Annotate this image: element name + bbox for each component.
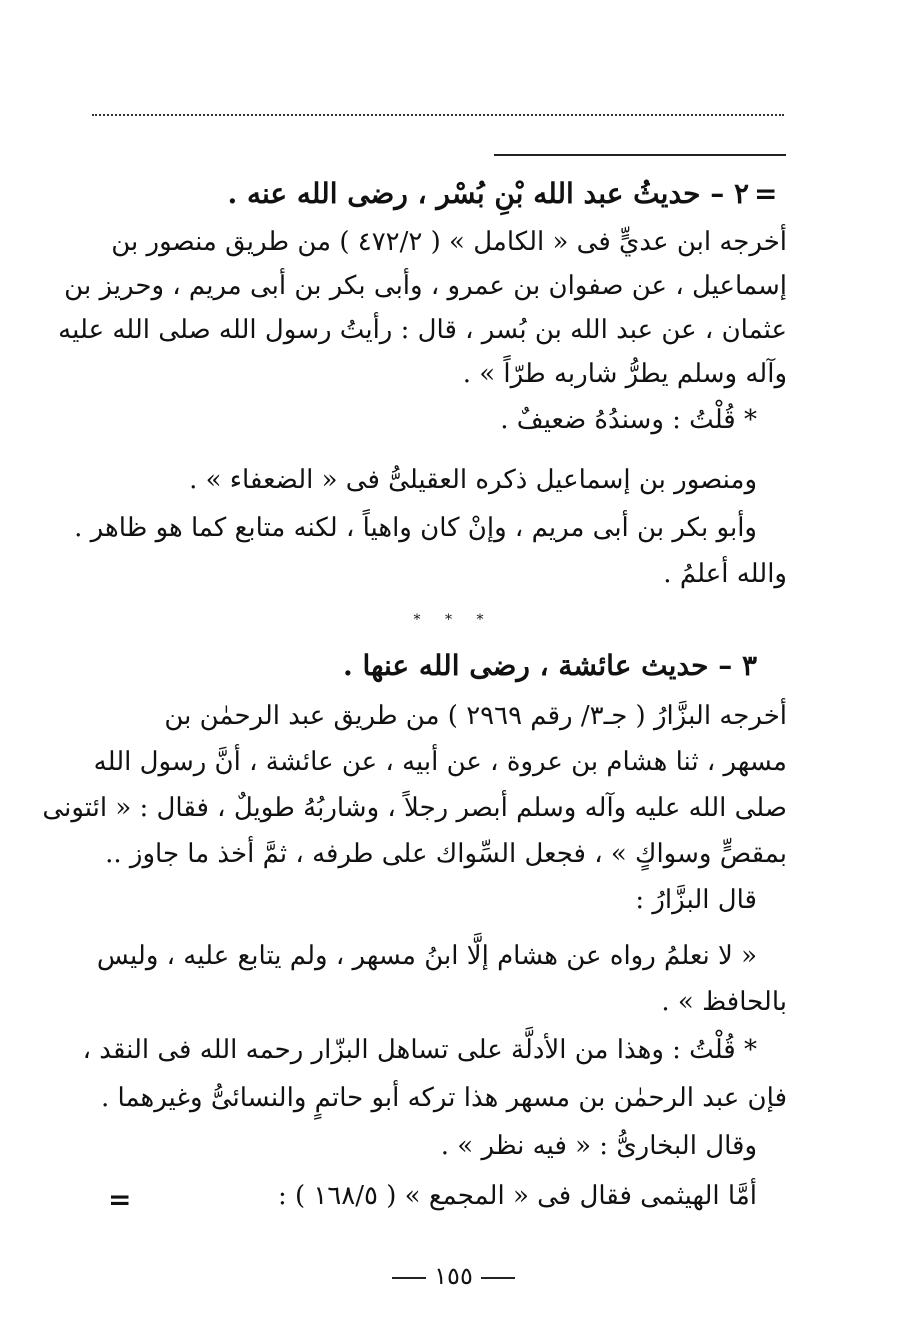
section-2-line: والله أعلمُ . (663, 559, 787, 589)
dotted-footnote-separator (92, 114, 784, 116)
section-3-line: أمَّا الهيثمى فقال فى « المجمع » ( ١٦٨/٥ ) : (277, 1181, 757, 1211)
section-2-heading: ٢ – حديثُ عبد الله بْنِ بُسْر ، رضى الله عنه . (227, 177, 749, 210)
section-3-line: قال البزَّارُ : (635, 885, 757, 915)
section-2-line: وأبو بكر بن أبى مريم ، وإنْ كان واهياً ، لكنه متابع كما هو ظاهر . (74, 513, 757, 543)
continuation-mark-top: = (754, 177, 778, 210)
section-3-line: وقال البخارىُّ : « فيه نظر » . (440, 1131, 757, 1161)
section-2-line: أخرجه ابن عديٍّ فى « الكامل » ( ٤٧٢/٢ ) من طريق منصور بن (111, 227, 787, 257)
section-2-line: ومنصور بن إسماعيل ذكره العقيلىُّ فى « الضعفاء » . (189, 465, 757, 495)
section-3-line: بمقصٍّ وسواكٍ » ، فجعل السِّواك على طرفه ، ثمَّ أخذ ما جاوز .. (105, 839, 787, 869)
section-3-line: * قُلْتُ : وهذا من الأدلَّة على تساهل البزّار رحمه الله فى النقد ، (82, 1035, 757, 1065)
section-3-heading: ٣ – حديث عائشة ، رضى الله عنها . (343, 649, 757, 682)
section-3-line: أخرجه البزَّارُ ( جـ٣/ رقم ٢٩٦٩ ) من طريق عبد الرحمٰن بن (164, 701, 787, 731)
section-2-line: وآله وسلم يطرُّ شاربه طرّاً » . (462, 359, 787, 389)
section-3-line: فإن عبد الرحمٰن بن مسهر هذا تركه أبو حاتمٍ والنسائىُّ وغيرهما . (101, 1083, 787, 1113)
page-number-dash-left (392, 1277, 426, 1279)
page-number-dash-right (481, 1277, 515, 1279)
section-3-line: « لا نعلمُ رواه عن هشام إلَّا ابنُ مسهر ، ولم يتابع عليه ، وليس (96, 941, 757, 971)
section-2-line: إسماعيل ، عن صفوان بن عمرو ، وأبى بكر بن أبى مريم ، وحريز بن (64, 271, 787, 301)
continuation-mark-bottom: = (108, 1183, 132, 1216)
page-number (0, 1262, 907, 1290)
footnote-rule (494, 154, 786, 156)
page-number-value: ١٥٥ (434, 1262, 473, 1290)
section-separator: * * * (413, 612, 494, 628)
section-3-line: بالحافظ » . (661, 987, 787, 1017)
section-3-line: مسهر ، ثنا هشام بن عروة ، عن أبيه ، عن عائشة ، أنَّ رسول الله (93, 747, 787, 777)
section-2-line: عثمان ، عن عبد الله بن بُسر ، قال : رأيتُ رسول الله صلى الله عليه (58, 315, 787, 345)
section-2-line: * قُلْتُ : وسندُهُ ضعيفٌ . (500, 405, 757, 435)
section-3-line: صلى الله عليه وآله وسلم أبصر رجلاً ، وشاربُهُ طويلٌ ، فقال : « ائتونى (42, 793, 787, 823)
